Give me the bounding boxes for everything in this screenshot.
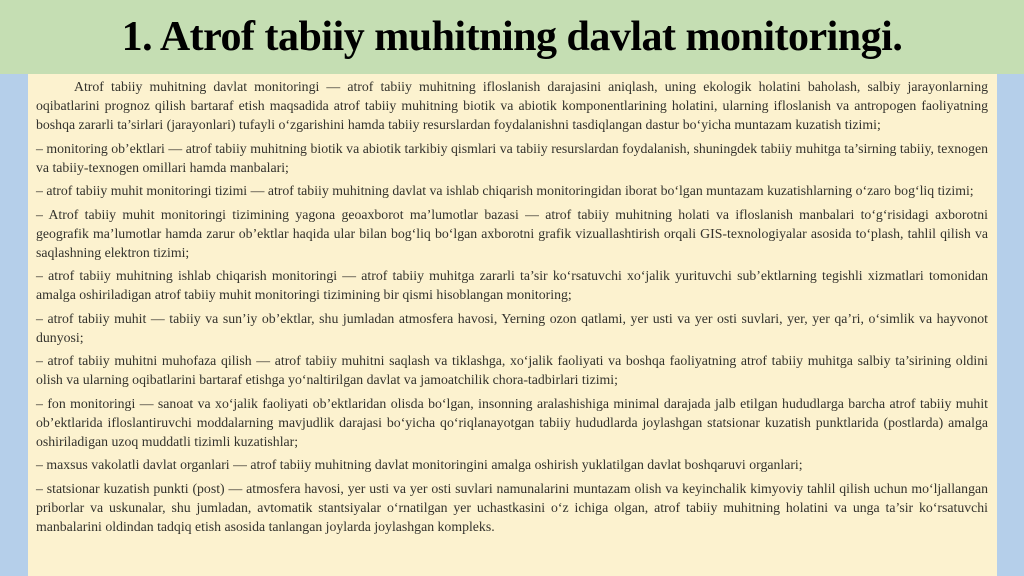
definition-paragraph: – atrof tabiiy muhit monitoringi tizimi — atrof tabiiy muhitning davlat va ishlab chiqarish monitoringidan iborat bo‘lgan muntazam kuzatishlarning o‘zaro bog‘liq tizimi; <box>36 183 974 198</box>
slide-title: 1. Atrof tabiiy muhitning davlat monitoringi. <box>121 14 903 60</box>
definition-paragraph: – atrof tabiiy muhitning ishlab chiqarish monitoringi — atrof tabiiy muhitga zararli ta’sir ko‘rsatuvchi xo‘jalik yurituvchi sub’ektlarning tegishli xizmatlari tomonidan amalga oshiriladigan atrof tabiiy muhit monitoringi tizimining bir qismi hisoblangan monitoring; <box>36 268 988 302</box>
definition-paragraph: – atrof tabiiy muhit — tabiiy va sun’iy ob’ektlar, shu jumladan atmosfera havosi, Yerning ozon qatlami, yer usti va yer osti suvlari, yer, yer qa’ri, o‘simlik va hayvonot dunyosi; <box>36 310 988 345</box>
definition-paragraph: – monitoring ob’ektlari — atrof tabiiy muhitning biotik va abiotik tarkibiy qismlari va tabiiy resurslardan foydalanish, shuningdek tabiiy muhitga ta’sirning tabiiy, texnogen va tabiiy-texnogen omillari hamda manbalari; <box>36 140 988 175</box>
slide-content-box <box>28 74 997 576</box>
definition-paragraph: Atrof tabiiy muhitning davlat monitoringi — atrof tabiiy muhitning ifloslanish darajasini aniqlash, uning ekologik holatini baholash, salbiy jarayonlarning oqibatlarini prognoz qilish bartaraf etish maqsadida atrof tabiiy muhitning biotik va abiotik komponentlarining holatini, ularning ifloslanish va antropogen faoliyatning boshqa zararli ta’sirlari (jarayonlari) tufayli o‘zgarishini hamda tabiiy resurslardan foydalanishni tasdiqlangan dastur bo‘yicha muntazam kuzatish tizimi; <box>36 79 988 132</box>
definition-paragraph: – Atrof tabiiy muhit monitoringi tizimining yagona geoaxborot ma’lumotlar bazasi — atrof tabiiy muhitning holati va ifloslanish manbalari to‘g‘risidagi axborotni geografik ma’lumotlar hamda zarur ob’ektlar haqida ular bilan bog‘liq bo‘lgan axborotni grafik vizuallashtirish orqali GIS-texnologiyalar asosida to‘plash, tahlil qilish va saqlashning elektron tizimi; <box>36 206 988 260</box>
definition-paragraph: – atrof tabiiy muhitni muhofaza qilish — atrof tabiiy muhitni saqlash va tiklashga, xo‘jalik faoliyati va boshqa faoliyatning atrof tabiiy muhitga salbiy ta’sirining oldini olish va ularning oqibatlarini bartaraf etishga yo‘naltirilgan davlat va jamoatchilik chora-tadbirlari tizimi; <box>36 353 988 387</box>
definition-paragraph: – maxsus vakolatli davlat organlari — atrof tabiiy muhitning davlat monitoringini amalga oshirish yuklatilgan davlat boshqaruvi organlari; <box>36 457 803 472</box>
definition-paragraph: – fon monitoringi — sanoat va xo‘jalik faoliyati ob’ektlaridan olisda bo‘lgan, insonning aralashishiga minimal darajada jalb etilgan hududlarga barcha atrof tabiiy muhit ob’ektlarida ifloslantiruvchi moddalarning mavjudlik darajasi bo‘yicha qo‘riqlanayotgan tabiiy hududlarda joylashgan statsionar kuzatish punktlarida (postlarda) amalga oshiriladigan uzoq muddatli tizimli kuzatishlar; <box>36 395 988 449</box>
slide-title-band <box>0 0 1024 74</box>
definition-paragraph: – statsionar kuzatish punkti (post) — atmosfera havosi, yer usti va yer osti suvlari namunalarini muntazam olish va keyinchalik kimyoviy tahlil qilish uchun mo‘ljallangan priborlar va uskunalar, shu jumladan, avtomatik stantsiyalar o‘rnatilgan yer uchastkasini o‘z ichiga olgan, atrof tabiiy muhitning holatini va unga ta’sir ko‘rsatuvchi manbalarini oldindan tadqiq etish asosida tanlangan joylarda joylashgan kompleks. <box>36 480 988 534</box>
